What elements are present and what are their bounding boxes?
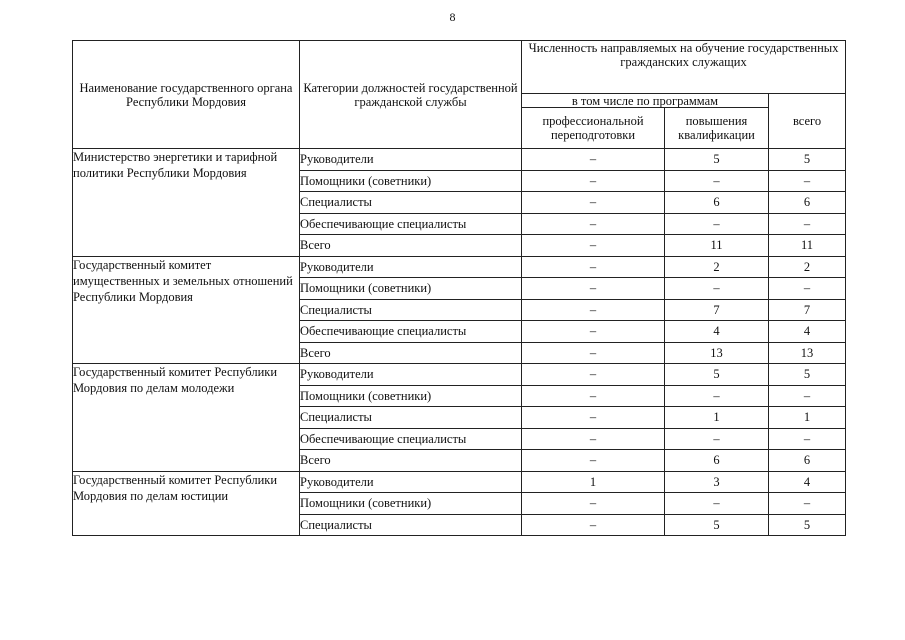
qualification-value: 5 xyxy=(665,364,769,386)
category-cell: Всего xyxy=(300,235,522,257)
retraining-value: – xyxy=(522,149,665,171)
total-value: 4 xyxy=(769,321,846,343)
category-cell: Обеспечивающие специалисты xyxy=(300,321,522,343)
programs-subheader: в том числе по программам xyxy=(522,94,769,108)
total-value: – xyxy=(769,385,846,407)
category-cell: Руководители xyxy=(300,364,522,386)
qualification-value: 11 xyxy=(665,235,769,257)
total-column-header: всего xyxy=(769,94,846,149)
qualification-value: – xyxy=(665,385,769,407)
table-row xyxy=(73,471,846,493)
retraining-column-header: профессиональной переподготовки xyxy=(522,108,665,149)
total-value: 7 xyxy=(769,299,846,321)
total-value: – xyxy=(769,493,846,515)
qualification-value: 2 xyxy=(665,256,769,278)
total-value: – xyxy=(769,278,846,300)
qualification-value: 3 xyxy=(665,471,769,493)
total-value: 5 xyxy=(769,149,846,171)
qualification-value: 7 xyxy=(665,299,769,321)
category-cell: Специалисты xyxy=(300,407,522,429)
qualification-value: 6 xyxy=(665,192,769,214)
qualification-value: – xyxy=(665,278,769,300)
retraining-value: – xyxy=(522,278,665,300)
qualification-value: 4 xyxy=(665,321,769,343)
total-value: 11 xyxy=(769,235,846,257)
retraining-value: – xyxy=(522,192,665,214)
retraining-value: – xyxy=(522,299,665,321)
org-name: Государственный комитет Республики Мордовия по делам молодежи xyxy=(73,364,300,472)
qualification-value: – xyxy=(665,213,769,235)
total-value: – xyxy=(769,428,846,450)
retraining-value: – xyxy=(522,385,665,407)
org-name: Государственный комитет Республики Мордовия по делам юстиции xyxy=(73,471,300,536)
qualification-value: 1 xyxy=(665,407,769,429)
retraining-value: – xyxy=(522,450,665,472)
category-cell: Всего xyxy=(300,450,522,472)
retraining-value: – xyxy=(522,364,665,386)
total-value: 13 xyxy=(769,342,846,364)
total-value: 2 xyxy=(769,256,846,278)
retraining-value: – xyxy=(522,170,665,192)
category-cell: Руководители xyxy=(300,471,522,493)
total-value: 5 xyxy=(769,514,846,536)
retraining-value: – xyxy=(522,428,665,450)
org-column-header: Наименование государственного органа Республики Мордовия xyxy=(73,41,300,149)
retraining-value: – xyxy=(522,256,665,278)
retraining-value: – xyxy=(522,407,665,429)
category-cell: Помощники (советники) xyxy=(300,278,522,300)
org-name: Министерство энергетики и тарифной политики Республики Мордовия xyxy=(73,149,300,257)
page-number: 8 xyxy=(449,10,456,24)
total-value: 4 xyxy=(769,471,846,493)
qualification-value: – xyxy=(665,428,769,450)
qualification-value: – xyxy=(665,493,769,515)
category-cell: Руководители xyxy=(300,256,522,278)
training-table xyxy=(72,40,846,536)
table-body xyxy=(73,149,846,536)
total-value: – xyxy=(769,170,846,192)
total-value: – xyxy=(769,213,846,235)
retraining-value: – xyxy=(522,514,665,536)
retraining-value: – xyxy=(522,213,665,235)
category-cell: Специалисты xyxy=(300,514,522,536)
total-value: 6 xyxy=(769,192,846,214)
table-row xyxy=(73,149,846,171)
qualification-column-header: повышения квалификации xyxy=(665,108,769,149)
retraining-value: – xyxy=(522,235,665,257)
category-cell: Всего xyxy=(300,342,522,364)
total-value: 1 xyxy=(769,407,846,429)
total-value: 5 xyxy=(769,364,846,386)
category-column-header: Категории должностей государственной гражданской службы xyxy=(300,41,522,149)
category-cell: Обеспечивающие специалисты xyxy=(300,428,522,450)
qualification-value: 5 xyxy=(665,149,769,171)
org-name: Государственный комитет имущественных и земельных отношений Республики Мордовия xyxy=(73,256,300,364)
table-row xyxy=(73,256,846,278)
category-cell: Помощники (советники) xyxy=(300,170,522,192)
category-cell: Специалисты xyxy=(300,299,522,321)
retraining-value: – xyxy=(522,321,665,343)
qualification-value: – xyxy=(665,170,769,192)
qualification-value: 13 xyxy=(665,342,769,364)
qualification-value: 5 xyxy=(665,514,769,536)
category-cell: Руководители xyxy=(300,149,522,171)
count-header: Численность направляемых на обучение государственных гражданских служащих xyxy=(522,41,846,94)
retraining-value: 1 xyxy=(522,471,665,493)
qualification-value: 6 xyxy=(665,450,769,472)
retraining-value: – xyxy=(522,493,665,515)
category-cell: Специалисты xyxy=(300,192,522,214)
table-row xyxy=(73,364,846,386)
category-cell: Помощники (советники) xyxy=(300,493,522,515)
category-cell: Помощники (советники) xyxy=(300,385,522,407)
category-cell: Обеспечивающие специалисты xyxy=(300,213,522,235)
total-value: 6 xyxy=(769,450,846,472)
retraining-value: – xyxy=(522,342,665,364)
